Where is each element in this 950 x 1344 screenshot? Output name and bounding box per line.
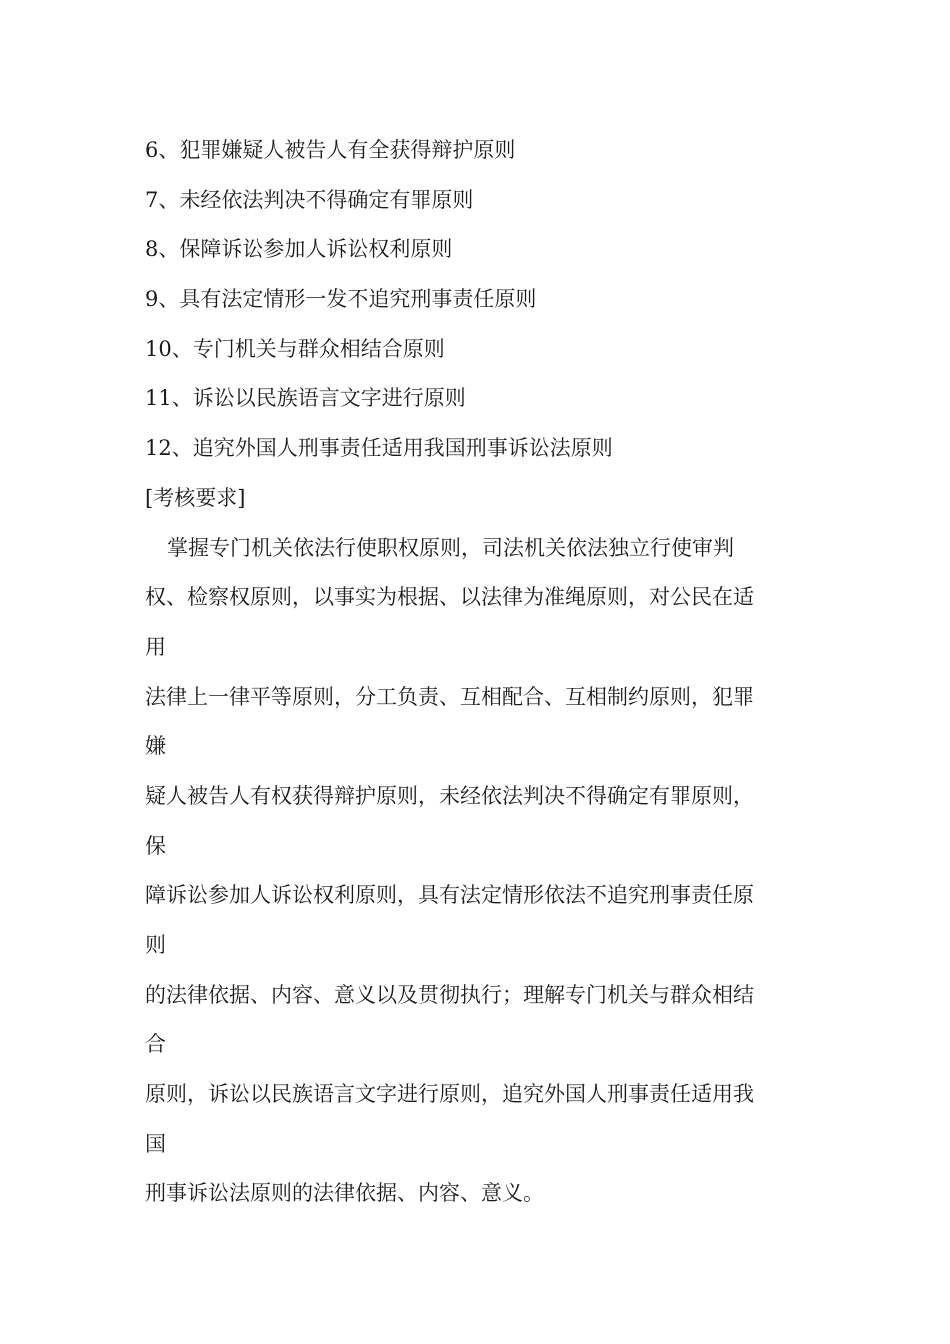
requirements-line: 的法律依据、内容、意义以及贯彻执行；理解专门机关与群众相结 [145, 982, 754, 1007]
requirements-line: 则 [145, 933, 166, 957]
requirements-heading: [考核要求] [145, 485, 246, 510]
document-body [145, 126, 825, 1219]
requirements-line: 保 [145, 833, 166, 858]
requirements-line: 用 [145, 634, 166, 659]
requirements-line: 国 [145, 1131, 166, 1156]
principle-item: 10、专门机关与群众相结合原则 [145, 336, 445, 361]
requirements-line: 刑事诉讼法原则的法律依据、内容、意义。 [145, 1181, 544, 1206]
requirements-line: 疑人被告人有权获得辩护原则，未经依法判决不得确定有罪原则， [145, 783, 754, 808]
principle-item: 11、诉讼以民族语言文字进行原则 [145, 386, 466, 411]
principle-item: 8、保障诉讼参加人诉讼权利原则 [145, 237, 453, 262]
principle-item: 12、追究外国人刑事责任适用我国刑事诉讼法原则 [145, 436, 613, 461]
principle-item: 6、犯罪嫌疑人被告人有全获得辩护原则 [145, 138, 516, 162]
requirements-line: 障诉讼参加人诉讼权利原则，具有法定情形依法不追究刑事责任原 [145, 883, 754, 908]
requirements-line: 原则，诉讼以民族语言文字进行原则，追究外国人刑事责任适用我 [145, 1082, 754, 1107]
requirements-line: 法律上一律平等原则，分工负责、互相配合、互相制约原则，犯罪 [145, 684, 754, 709]
requirements-line: 嫌 [145, 734, 166, 759]
principle-item: 9、具有法定情形一发不追究刑事责任原则 [145, 287, 537, 312]
requirements-line: 权、检察权原则，以事实为根据、以法律为准绳原则，对公民在适 [145, 585, 754, 610]
requirements-line: 合 [145, 1032, 166, 1057]
requirements-line: 掌握专门机关依法行使职权原则，司法机关依法独立行使审判 [167, 535, 734, 560]
principle-item: 7、未经依法判决不得确定有罪原则 [145, 187, 474, 212]
